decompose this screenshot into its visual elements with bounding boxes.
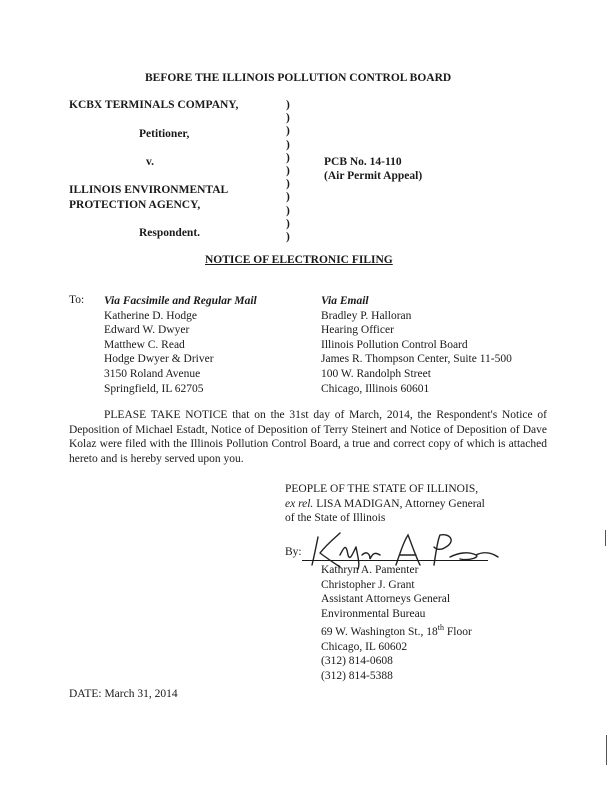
paren: ) xyxy=(286,112,290,125)
respondent-name-line2: PROTECTION AGENCY, xyxy=(69,199,201,211)
paren: ) xyxy=(286,178,290,191)
recipient-line: James R. Thompson Center, Suite 11-500 xyxy=(321,353,512,366)
versus-label: v. xyxy=(146,156,154,168)
recipient-line: Katherine D. Hodge xyxy=(104,309,197,322)
petitioner-role: Petitioner, xyxy=(139,128,190,140)
delivery-method-right: Via Email xyxy=(321,295,369,307)
by-label: By: xyxy=(285,546,302,558)
attorney-phone: (312) 814-5388 xyxy=(321,669,393,682)
signatory-line xyxy=(285,497,485,512)
date-line: DATE: March 31, 2014 xyxy=(69,688,178,700)
signatory-line: of the State of Illinois xyxy=(285,512,386,525)
address-superscript: th xyxy=(437,623,444,633)
paren: ) xyxy=(286,138,290,151)
recipient-line: Chicago, Illinois 60601 xyxy=(321,382,430,395)
recipient-line: Bradley P. Halloran xyxy=(321,309,412,322)
scan-artifact xyxy=(606,735,607,765)
attorney-general-label: LISA MADIGAN, Attorney General xyxy=(313,497,485,510)
paren: ) xyxy=(286,125,290,138)
signature-line xyxy=(302,560,488,561)
scan-artifact xyxy=(605,530,606,546)
paren: ) xyxy=(286,191,290,204)
recipient-line: Hodge Dwyer & Driver xyxy=(104,353,214,366)
notice-title: NOTICE OF ELECTRONIC FILING xyxy=(205,254,393,266)
paren: ) xyxy=(286,164,290,177)
attorney-block xyxy=(321,563,472,684)
attorney-office: Environmental Bureau xyxy=(321,607,426,620)
signatory-line: PEOPLE OF THE STATE OF ILLINOIS, xyxy=(285,483,479,495)
recipient-line: Matthew C. Read xyxy=(104,338,185,351)
recipients-right xyxy=(321,294,512,396)
attorney-city: Chicago, IL 60602 xyxy=(321,640,408,653)
attorney-phone: (312) 814-0608 xyxy=(321,655,393,668)
petitioner-name: KCBX TERMINALS COMPANY, xyxy=(69,99,239,111)
recipient-line: Springfield, IL 62705 xyxy=(104,382,204,395)
notice-body-paragraph: PLEASE TAKE NOTICE that on the 31st day of March, 2014, the Respondent's Notice of Deposition of Michael Estadt, Notice of Deposition of Terry Steinert and Notice of Deposition of Dave Kolaz were filed with the Illinois Pollution Control Board, a true and correct copy of which is attached hereto and is hereby served upon you. xyxy=(69,409,547,465)
paren: ) xyxy=(286,204,290,217)
recipient-line: Edward W. Dwyer xyxy=(104,324,190,337)
to-label: To: xyxy=(69,294,85,306)
caption-parentheses xyxy=(286,99,290,244)
attorney-address xyxy=(321,621,472,639)
delivery-method-left: Via Facsimile and Regular Mail xyxy=(104,295,257,307)
recipient-line: Illinois Pollution Control Board xyxy=(321,338,468,351)
address-prefix: 69 W. Washington St., 18 xyxy=(321,626,438,639)
case-number: PCB No. 14-110 xyxy=(324,156,402,168)
recipient-line: 100 W. Randolph Street xyxy=(321,367,431,380)
attorney-office: Assistant Attorneys General xyxy=(321,593,451,606)
address-suffix: Floor xyxy=(444,626,472,639)
recipient-line: Hearing Officer xyxy=(321,324,394,337)
attorney-name: Kathryn A. Pamenter xyxy=(321,564,419,576)
recipient-line: 3150 Roland Avenue xyxy=(104,367,201,380)
paren: ) xyxy=(286,230,290,243)
respondent-role: Respondent. xyxy=(139,227,201,239)
case-type: (Air Permit Appeal) xyxy=(324,170,423,182)
respondent-name-line1: ILLINOIS ENVIRONMENTAL xyxy=(69,184,229,196)
board-heading: BEFORE THE ILLINOIS POLLUTION CONTROL BOARD xyxy=(145,72,452,84)
recipients-left xyxy=(104,294,257,396)
attorney-name: Christopher J. Grant xyxy=(321,578,415,591)
signatory-header xyxy=(285,482,485,526)
paren: ) xyxy=(286,151,290,164)
paren: ) xyxy=(286,99,290,111)
ex-rel-label: ex rel. xyxy=(285,497,314,510)
paren: ) xyxy=(286,217,290,230)
